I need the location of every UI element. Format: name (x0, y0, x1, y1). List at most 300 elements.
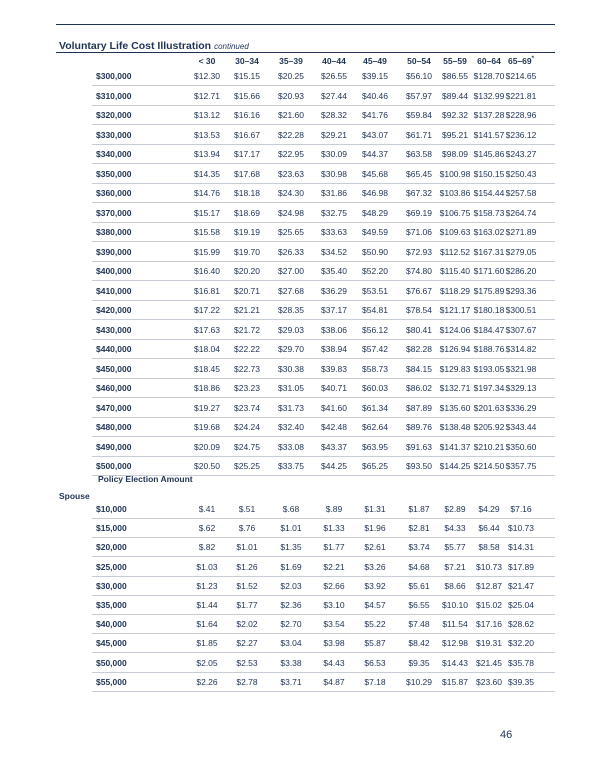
coverage-amount: $35,000 (96, 600, 127, 610)
cost-cell: $307.67 (505, 324, 537, 335)
cost-cell: $14.31 (508, 542, 534, 553)
table-row (0, 577, 600, 596)
cost-cell: $17.16 (476, 619, 502, 630)
coverage-amount: $490,000 (96, 441, 132, 452)
cost-cell: $50.90 (362, 246, 388, 257)
cost-cell: $15.15 (234, 71, 260, 81)
cost-cell: $25.65 (278, 227, 304, 237)
table-row (0, 106, 600, 125)
table-row (0, 519, 600, 538)
coverage-amount: $370,000 (96, 207, 132, 218)
table-row (0, 301, 600, 320)
cost-cell: $21.45 (476, 657, 502, 668)
cost-cell: $31.86 (321, 188, 347, 198)
cost-cell: $184.47 (473, 324, 505, 335)
cost-cell: $76.67 (406, 285, 432, 296)
cost-cell: $1.01 (236, 542, 258, 553)
cost-cell: $293.36 (505, 285, 537, 296)
cost-cell: $2.70 (280, 619, 302, 630)
cost-cell: $16.16 (234, 110, 260, 120)
cost-cell: $2.61 (364, 542, 386, 553)
cost-cell: $18.86 (194, 383, 220, 393)
cost-cell: $188.76 (473, 344, 505, 354)
table-row (0, 321, 600, 340)
cost-cell: $16.67 (234, 129, 260, 140)
cost-cell: $61.34 (362, 402, 388, 413)
coverage-amount: $25,000 (96, 561, 127, 572)
cost-cell: $30.98 (321, 168, 347, 179)
cost-cell: $3.26 (364, 561, 386, 572)
cost-cell: $8.66 (444, 580, 466, 591)
column-header: 65–69* (508, 56, 534, 66)
cost-cell: $28.62 (508, 619, 534, 630)
cost-cell: $1.64 (196, 619, 218, 630)
cost-cell: $1.35 (280, 542, 302, 553)
cost-cell: $33.63 (321, 227, 347, 237)
cost-cell: $228.96 (505, 110, 537, 120)
cost-cell: $23.60 (476, 676, 502, 687)
cost-cell: $56.10 (406, 71, 432, 81)
cost-cell: $27.44 (321, 90, 347, 101)
coverage-amount: $360,000 (96, 188, 132, 198)
coverage-amount: $500,000 (96, 461, 132, 471)
coverage-amount: $20,000 (96, 542, 127, 553)
coverage-amount: $440,000 (96, 344, 132, 354)
table-row (0, 223, 600, 242)
cost-cell: $17.22 (194, 305, 220, 315)
cost-cell: $2.53 (236, 657, 258, 668)
cost-cell: $1.77 (236, 600, 258, 610)
cost-cell: $6.53 (364, 657, 386, 668)
cost-cell: $5.61 (408, 580, 430, 591)
cost-cell: $4.87 (323, 676, 345, 687)
table-row (0, 634, 600, 653)
cost-cell: $62.64 (362, 422, 388, 432)
cost-cell: $45.68 (362, 168, 388, 179)
column-header: 40–44 (322, 56, 346, 66)
cost-cell: $48.29 (362, 207, 388, 218)
cost-cell: $264.74 (505, 207, 537, 218)
cost-cell: $24.24 (234, 422, 260, 432)
cost-cell: $106.75 (439, 207, 471, 218)
cost-cell: $25.04 (508, 600, 534, 610)
cost-cell: $4.29 (478, 504, 500, 514)
cost-cell: $24.30 (278, 188, 304, 198)
footnote-mark: * (531, 56, 534, 63)
row-divider (92, 691, 555, 692)
cost-cell: $28.32 (321, 110, 347, 120)
cost-cell: $141.37 (439, 441, 471, 452)
cost-cell: $20.50 (194, 461, 220, 471)
cost-cell: $53.51 (362, 285, 388, 296)
coverage-amount: $410,000 (96, 285, 132, 296)
cost-cell: $8.42 (408, 638, 430, 649)
table-row (0, 184, 600, 203)
cost-cell: $2.21 (323, 561, 345, 572)
cost-cell: $12.30 (194, 71, 220, 81)
cost-cell: $10.29 (406, 676, 432, 687)
cost-cell: $1.26 (236, 561, 258, 572)
cost-cell: $271.89 (505, 227, 537, 237)
cost-cell: $3.04 (280, 638, 302, 649)
cost-cell: $9.35 (408, 657, 430, 668)
cost-cell: $54.81 (362, 305, 388, 315)
coverage-amount: $300,000 (96, 71, 132, 81)
table-row (0, 418, 600, 437)
cost-cell: $.76 (238, 523, 256, 534)
cost-cell: $84.15 (406, 363, 432, 374)
column-header: < 30 (198, 56, 216, 66)
cost-cell: $150.15 (473, 168, 505, 179)
table-row (0, 379, 600, 398)
cost-cell: $20.20 (234, 266, 260, 276)
cost-cell: $5.77 (444, 542, 466, 553)
cost-cell: $138.48 (439, 422, 471, 432)
cost-cell: $15.66 (234, 90, 260, 101)
coverage-amount: $390,000 (96, 246, 132, 257)
cost-cell: $20.25 (278, 71, 304, 81)
cost-cell: $321.98 (505, 363, 537, 374)
cost-cell: $115.40 (439, 266, 471, 276)
cost-cell: $314.82 (505, 344, 537, 354)
cost-cell: $.62 (198, 523, 216, 534)
cost-cell: $6.55 (408, 600, 430, 610)
table-row (0, 340, 600, 359)
cost-cell: $19.68 (194, 422, 220, 432)
cost-cell: $2.02 (236, 619, 258, 630)
cost-cell: $22.22 (234, 344, 260, 354)
cost-cell: $80.41 (406, 324, 432, 335)
cost-cell: $163.02 (473, 227, 505, 237)
cost-cell: $109.63 (439, 227, 471, 237)
cost-cell: $43.37 (321, 441, 347, 452)
cost-cell: $28.35 (278, 305, 304, 315)
cost-cell: $257.58 (505, 188, 537, 198)
cost-cell: $67.32 (406, 188, 432, 198)
table-row (0, 87, 600, 106)
table-row (0, 457, 600, 476)
coverage-amount: $420,000 (96, 305, 132, 315)
table-row (0, 558, 600, 577)
cost-cell: $35.40 (321, 266, 347, 276)
cost-cell: $15.17 (194, 207, 220, 218)
cost-cell: $129.83 (439, 363, 471, 374)
coverage-amount: $320,000 (96, 110, 132, 120)
cost-cell: $29.21 (321, 129, 347, 140)
cost-cell: $15.99 (194, 246, 220, 257)
cost-cell: $7.21 (444, 561, 466, 572)
cost-cell: $27.00 (278, 266, 304, 276)
cost-cell: $343.44 (505, 422, 537, 432)
cost-cell: $63.95 (362, 441, 388, 452)
cost-cell: $1.96 (364, 523, 386, 534)
cost-cell: $3.98 (323, 638, 345, 649)
cost-cell: $17.63 (194, 324, 220, 335)
column-header: 60–64 (477, 56, 501, 66)
cost-cell: $4.43 (323, 657, 345, 668)
cost-cell: $137.28 (473, 110, 505, 120)
table-row (0, 204, 600, 223)
cost-cell: $154.44 (473, 188, 505, 198)
cost-cell: $30.09 (321, 149, 347, 159)
cost-cell: $1.52 (236, 580, 258, 591)
cost-cell: $2.03 (280, 580, 302, 591)
cost-cell: $30.38 (278, 363, 304, 374)
cost-cell: $43.07 (362, 129, 388, 140)
coverage-amount: $55,000 (96, 676, 127, 687)
cost-cell: $236.12 (505, 129, 537, 140)
cost-cell: $23.63 (278, 168, 304, 179)
cost-cell: $3.54 (323, 619, 345, 630)
cost-cell: $1.87 (408, 504, 430, 514)
coverage-amount: $310,000 (96, 90, 132, 101)
cost-cell: $1.01 (280, 523, 302, 534)
cost-cell: $72.93 (406, 246, 432, 257)
cost-cell: $69.19 (406, 207, 432, 218)
cost-cell: $35.78 (508, 657, 534, 668)
title-continued: continued (214, 42, 249, 51)
cost-cell: $42.48 (321, 422, 347, 432)
coverage-amount: $350,000 (96, 168, 132, 179)
cost-cell: $8.58 (478, 542, 500, 553)
cost-cell: $1.77 (323, 542, 345, 553)
cost-cell: $4.33 (444, 523, 466, 534)
column-header: 45–49 (363, 56, 387, 66)
cost-cell: $38.06 (321, 324, 347, 335)
cost-cell: $12.98 (442, 638, 468, 649)
cost-cell: $112.52 (439, 246, 471, 257)
coverage-amount: $30,000 (96, 580, 127, 591)
cost-cell: $31.73 (278, 402, 304, 413)
cost-cell: $15.87 (442, 676, 468, 687)
cost-cell: $201.63 (473, 402, 505, 413)
cost-cell: $221.81 (505, 90, 537, 101)
cost-cell: $103.86 (439, 188, 471, 198)
column-header: 35–39 (279, 56, 303, 66)
coverage-amount: $430,000 (96, 324, 132, 335)
cost-cell: $56.12 (362, 324, 388, 335)
coverage-amount: $10,000 (96, 504, 127, 514)
cost-cell: $86.02 (406, 383, 432, 393)
cost-cell: $49.59 (362, 227, 388, 237)
cost-cell: $32.20 (508, 638, 534, 649)
table-row (0, 165, 600, 184)
cost-cell: $2.66 (323, 580, 345, 591)
cost-cell: $21.72 (234, 324, 260, 335)
table-row (0, 126, 600, 145)
table-row (0, 438, 600, 457)
cost-cell: $10.73 (476, 561, 502, 572)
cost-cell: $32.75 (321, 207, 347, 218)
cost-cell: $3.74 (408, 542, 430, 553)
cost-cell: $92.32 (442, 110, 468, 120)
cost-cell: $39.15 (362, 71, 388, 81)
table-row (0, 243, 600, 262)
cost-cell: $180.18 (473, 305, 505, 315)
cost-cell: $59.84 (406, 110, 432, 120)
cost-cell: $357.75 (505, 461, 537, 471)
cost-cell: $39.83 (321, 363, 347, 374)
cost-cell: $31.05 (278, 383, 304, 393)
cost-cell: $193.05 (473, 363, 505, 374)
cost-cell: $118.29 (439, 285, 471, 296)
cost-cell: $19.31 (476, 638, 502, 649)
cost-cell: $60.03 (362, 383, 388, 393)
cost-cell: $37.17 (321, 305, 347, 315)
cost-cell: $91.63 (406, 441, 432, 452)
cost-cell: $74.80 (406, 266, 432, 276)
cost-cell: $22.73 (234, 363, 260, 374)
cost-cell: $21.21 (234, 305, 260, 315)
cost-cell: $128.70 (473, 71, 505, 81)
cost-cell: $32.40 (278, 422, 304, 432)
cost-cell: $89.44 (442, 90, 468, 101)
cost-cell: $4.57 (364, 600, 386, 610)
cost-cell: $46.98 (362, 188, 388, 198)
cost-cell: $93.50 (406, 461, 432, 471)
cost-cell: $132.71 (439, 383, 471, 393)
cost-cell: $1.31 (364, 504, 386, 514)
cost-cell: $300.51 (505, 305, 537, 315)
cost-cell: $175.89 (473, 285, 505, 296)
cost-cell: $3.38 (280, 657, 302, 668)
policy-election-label: Policy Election Amount (98, 474, 193, 484)
cost-cell: $61.71 (406, 129, 432, 140)
cost-cell: $124.06 (439, 324, 471, 335)
table-row (0, 360, 600, 379)
cost-cell: $21.47 (508, 580, 534, 591)
cost-cell: $19.27 (194, 402, 220, 413)
cost-cell: $205.92 (473, 422, 505, 432)
cost-cell: $.68 (282, 504, 300, 514)
cost-cell: $16.40 (194, 266, 220, 276)
cost-cell: $1.03 (196, 561, 218, 572)
table-row (0, 654, 600, 673)
coverage-amount: $480,000 (96, 422, 132, 432)
column-header: 55–59 (443, 56, 467, 66)
cost-cell: $12.87 (476, 580, 502, 591)
cost-cell: $17.17 (234, 149, 260, 159)
cost-cell: $98.09 (442, 149, 468, 159)
cost-cell: $7.48 (408, 619, 430, 630)
cost-cell: $87.89 (406, 402, 432, 413)
table-row (0, 262, 600, 281)
cost-cell: $13.12 (194, 110, 220, 120)
cost-cell: $214.50 (473, 461, 505, 471)
cost-cell: $100.98 (439, 168, 471, 179)
cost-cell: $18.69 (234, 207, 260, 218)
spouse-label: Spouse (59, 491, 90, 501)
cost-cell: $24.98 (278, 207, 304, 218)
coverage-amount: $470,000 (96, 402, 132, 413)
cost-cell: $7.18 (364, 676, 386, 687)
cost-cell: $52.20 (362, 266, 388, 276)
cost-cell: $71.06 (406, 227, 432, 237)
cost-cell: $33.75 (278, 461, 304, 471)
cost-cell: $1.44 (196, 600, 218, 610)
top-rule (56, 24, 555, 25)
cost-cell: $286.20 (505, 266, 537, 276)
cost-cell: $158.73 (473, 207, 505, 218)
table-row (0, 399, 600, 418)
cost-cell: $135.60 (439, 402, 471, 413)
cost-cell: $336.29 (505, 402, 537, 413)
cost-cell: $132.99 (473, 90, 505, 101)
page-number: 46 (500, 729, 513, 741)
cost-cell: $13.53 (194, 129, 220, 140)
cost-cell: $13.94 (194, 149, 220, 159)
cost-cell: $57.97 (406, 90, 432, 101)
cost-cell: $2.36 (280, 600, 302, 610)
cost-cell: $16.81 (194, 285, 220, 296)
cost-cell: $21.60 (278, 110, 304, 120)
cost-cell: $3.10 (323, 600, 345, 610)
cost-cell: $243.27 (505, 149, 537, 159)
cost-cell: $19.19 (234, 227, 260, 237)
table-row (0, 282, 600, 301)
cost-cell: $7.16 (510, 504, 532, 514)
cost-cell: $29.03 (278, 324, 304, 335)
cost-cell: $44.25 (321, 461, 347, 471)
cost-cell: $20.71 (234, 285, 260, 296)
cost-cell: $121.17 (439, 305, 471, 315)
cost-cell: $1.69 (280, 561, 302, 572)
cost-cell: $3.71 (280, 676, 302, 687)
cost-cell: $17.89 (508, 561, 534, 572)
table-row (0, 500, 600, 519)
cost-cell: $40.71 (321, 383, 347, 393)
cost-cell: $17.68 (234, 168, 260, 179)
cost-cell: $39.35 (508, 676, 534, 687)
table-row (0, 67, 600, 86)
table-row (0, 596, 600, 615)
cost-cell: $89.76 (406, 422, 432, 432)
cost-cell: $.41 (198, 504, 216, 514)
cost-cell: $2.27 (236, 638, 258, 649)
cost-cell: $14.76 (194, 188, 220, 198)
cost-cell: $.89 (325, 504, 343, 514)
cost-cell: $214.65 (505, 71, 537, 81)
cost-cell: $15.58 (194, 227, 220, 237)
cost-cell: $19.70 (234, 246, 260, 257)
cost-cell: $1.85 (196, 638, 218, 649)
cost-cell: $145.86 (473, 149, 505, 159)
cost-cell: $210.21 (473, 441, 505, 452)
cost-cell: $40.46 (362, 90, 388, 101)
cost-cell: $167.31 (473, 246, 505, 257)
cost-cell: $11.54 (442, 619, 468, 630)
cost-cell: $2.05 (196, 657, 218, 668)
cost-cell: $10.73 (508, 523, 534, 534)
cost-cell: $63.58 (406, 149, 432, 159)
coverage-amount: $50,000 (96, 657, 127, 668)
cost-cell: $6.44 (478, 523, 500, 534)
table-row (0, 538, 600, 557)
cost-cell: $10.10 (442, 600, 468, 610)
cost-cell: $82.28 (406, 344, 432, 354)
coverage-amount: $340,000 (96, 149, 132, 159)
cost-cell: $279.05 (505, 246, 537, 257)
coverage-amount: $330,000 (96, 129, 132, 140)
cost-cell: $23.74 (234, 402, 260, 413)
cost-cell: $34.52 (321, 246, 347, 257)
cost-cell: $24.75 (234, 441, 260, 452)
cost-cell: $26.55 (321, 71, 347, 81)
cost-cell: $14.35 (194, 168, 220, 179)
cost-cell: $12.71 (194, 90, 220, 101)
coverage-amount: $45,000 (96, 638, 127, 649)
cost-cell: $171.60 (473, 266, 505, 276)
